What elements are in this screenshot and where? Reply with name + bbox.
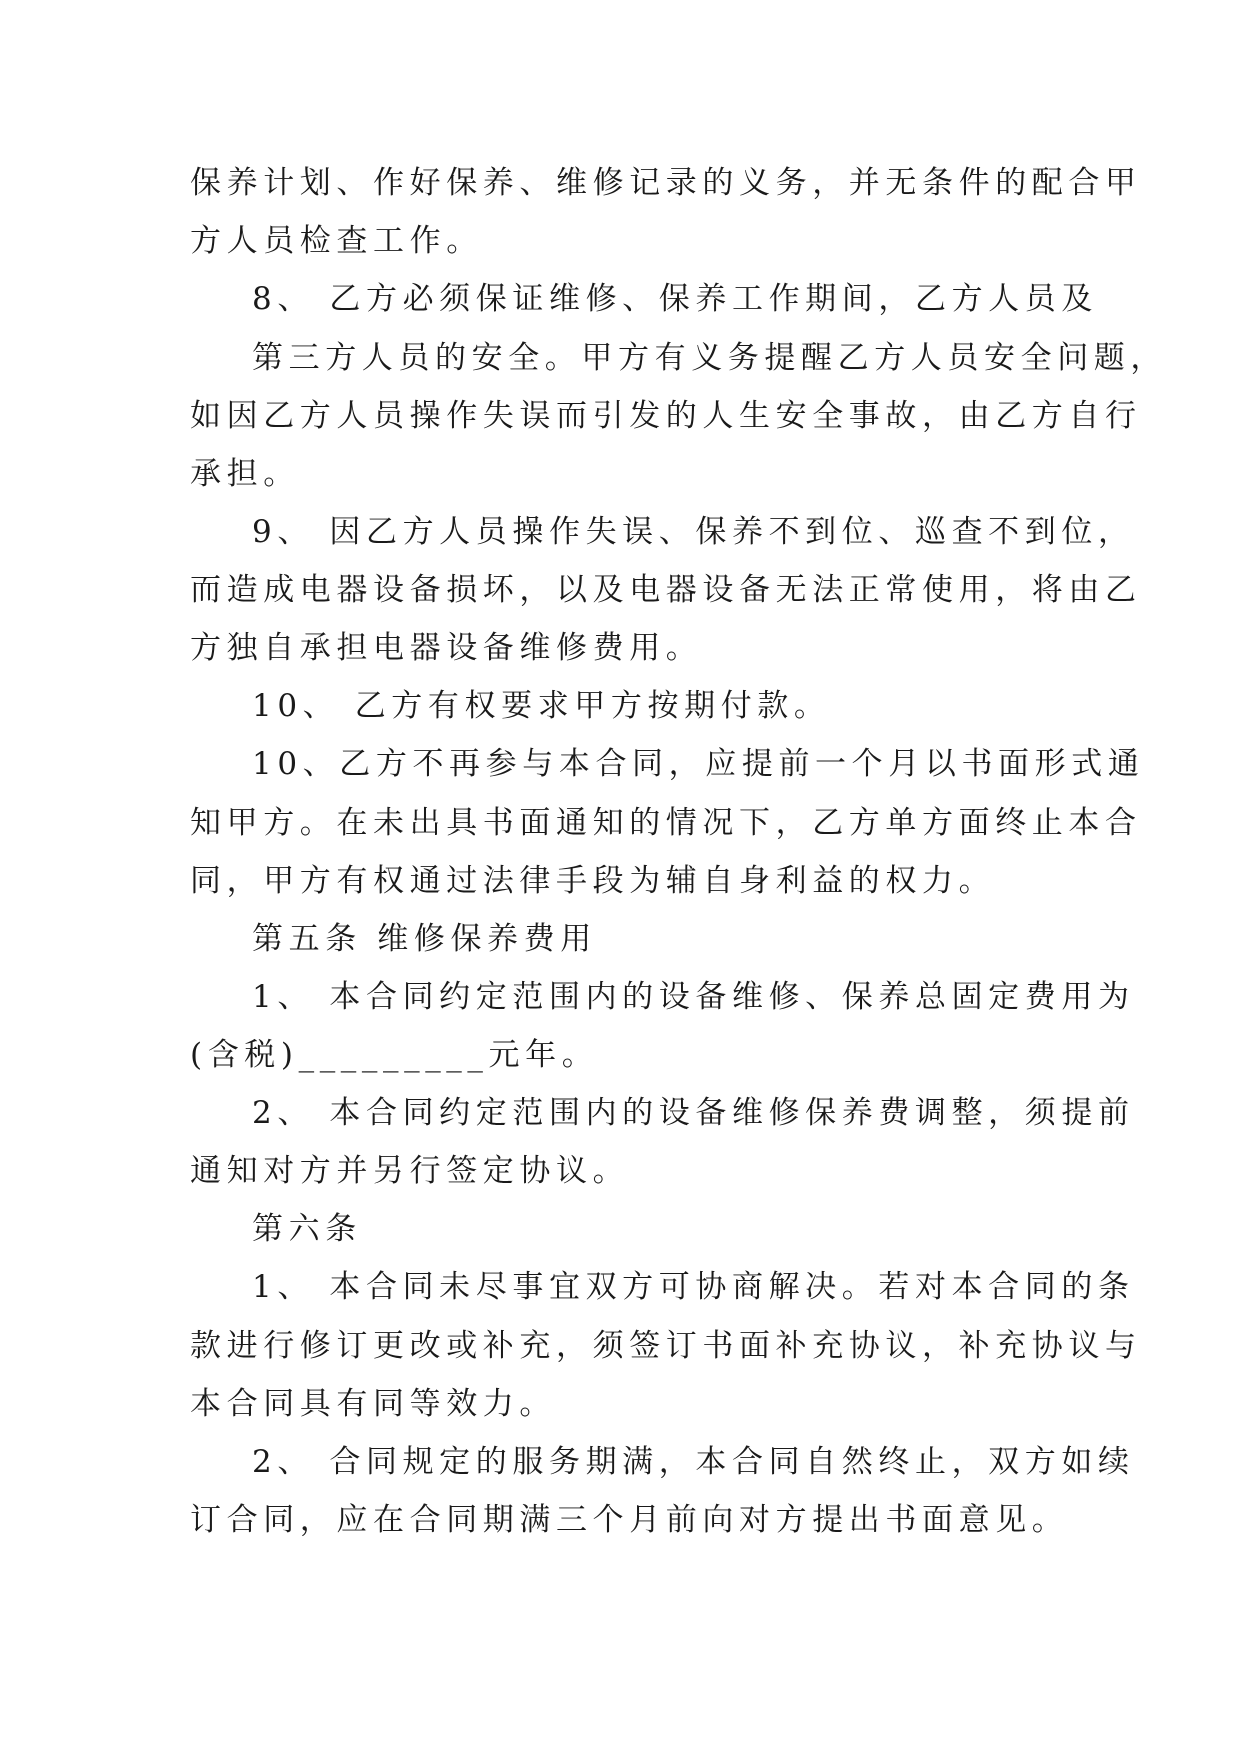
- text-line: 2、 本合同约定范围内的设备维修保养费调整，须提前: [252, 1095, 1135, 1131]
- text-line: 2、 合同规定的服务期满，本合同自然终止，双方如续: [252, 1444, 1135, 1480]
- text-line: 1、 本合同约定范围内的设备维修、保养总固定费用为: [252, 979, 1135, 1015]
- text-line: 方人员检查工作。: [190, 223, 483, 259]
- text-line: 8、 乙方必须保证维修、保养工作期间，乙方人员及: [252, 281, 1098, 317]
- text-line: 本合同具有同等效力。: [190, 1386, 556, 1422]
- text-line: 款进行修订更改或补充，须签订书面补充协议，补充协议与: [190, 1328, 1142, 1364]
- text-line: 方独自承担电器设备维修费用。: [190, 630, 703, 666]
- text-line: 10、 乙方有权要求甲方按期付款。: [252, 688, 831, 724]
- text-line: 第三方人员的安全。甲方有义务提醒乙方人员安全问题，: [252, 340, 1167, 376]
- text-line: 承担。: [190, 456, 300, 492]
- text-line: 通知对方并另行签定协议。: [190, 1153, 630, 1189]
- text-line: 同，甲方有权通过法律手段为辅自身利益的权力。: [190, 863, 996, 899]
- text-line: 10、乙方不再参与本合同，应提前一个月以书面形式通: [252, 746, 1145, 782]
- text-line: 如因乙方人员操作失误而引发的人生安全事故，由乙方自行: [190, 398, 1142, 434]
- text-line: 而造成电器设备损坏，以及电器设备无法正常使用，将由乙: [190, 572, 1142, 608]
- text-line: (含税)_________元年。: [190, 1037, 599, 1073]
- text-line: 9、 因乙方人员操作失误、保养不到位、巡查不到位，: [252, 514, 1135, 550]
- text-line: 1、 本合同未尽事宜双方可协商解决。若对本合同的条: [252, 1269, 1135, 1305]
- section-heading: 第五条 维修保养费用: [252, 921, 597, 957]
- text-line: 订合同，应在合同期满三个月前向对方提出书面意见。: [190, 1502, 1069, 1538]
- text-line: 保养计划、作好保养、维修记录的义务，并无条件的配合甲: [190, 165, 1142, 201]
- section-heading: 第六条: [252, 1211, 362, 1247]
- text-line: 知甲方。在未出具书面通知的情况下，乙方单方面终止本合: [190, 805, 1142, 841]
